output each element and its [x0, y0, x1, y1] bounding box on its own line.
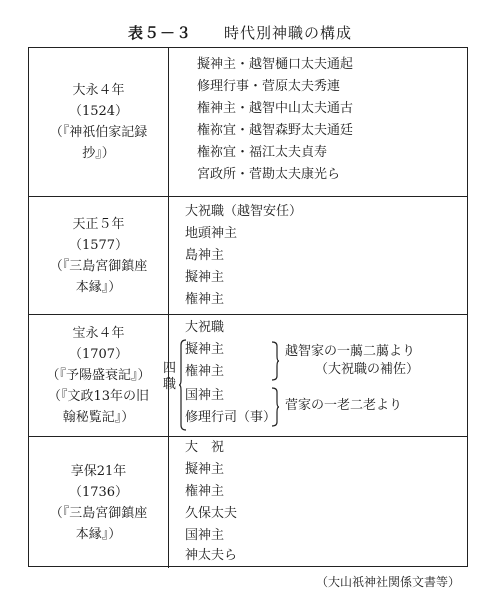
table-number: 表５－３: [127, 24, 192, 42]
era-label: 大永４年: [72, 83, 125, 98]
list-item: 大祝職（越智安任）: [185, 204, 303, 219]
priesthood-table: [28, 47, 468, 567]
era-source-line: （『三島宮御鎮座: [49, 505, 148, 521]
list-item: 神太夫ら: [185, 548, 238, 563]
era-cell: [29, 315, 169, 436]
list-item: 大 祝: [185, 440, 225, 455]
note-echi-family-sub: （大祝職の補佐）: [315, 362, 420, 377]
era-source-line: （『三島宮御鎮座: [49, 258, 148, 274]
note-suga-family: 菅家の一老二老より: [285, 398, 403, 413]
list-item: 島神主: [185, 248, 225, 263]
era-source-line: （『文政13年の旧: [47, 389, 150, 404]
list-item: 擬神主: [185, 270, 225, 285]
era-year: （1577）: [68, 237, 129, 253]
era-source-line: 本縁』）: [75, 526, 122, 542]
era-source-line: （『予陽盛衰記』）: [46, 368, 151, 383]
list-item: 権神主: [185, 364, 225, 379]
entries-cell: [169, 48, 467, 196]
list-item: 権神主・越智中山太夫通古: [197, 101, 354, 116]
entries-cell: [163, 315, 467, 436]
entries-cell: [169, 197, 467, 314]
era-label: 享保21年: [70, 463, 127, 479]
era-cell: [29, 48, 169, 196]
list-item: 宮政所・菅勘太夫康光ら: [197, 167, 341, 182]
list-item: 国神主: [185, 388, 225, 403]
list-item: 擬神主・越智樋口太夫通起: [197, 57, 354, 72]
note-echi-family: 越智家の一﨟二﨟より: [285, 344, 416, 359]
list-item: 久保太夫: [185, 506, 238, 521]
table-row: [29, 196, 467, 314]
list-item: 権祢宜・福江太夫貞寿: [197, 145, 328, 160]
list-item: 地頭神主: [185, 226, 238, 241]
list-item: 修理行司（事）: [185, 410, 277, 425]
era-year: （1736）: [68, 484, 129, 500]
era-source-line: 本縁』）: [75, 279, 122, 295]
list-item: 擬神主: [185, 462, 225, 477]
era-source-line: （『神祇伯家記録: [49, 125, 148, 140]
list-item: 修理行事・菅原太夫秀連: [197, 79, 341, 94]
list-item: 擬神主: [185, 342, 225, 357]
table-row: [29, 48, 467, 196]
list-item: 権祢宜・越智森野太夫通廷: [197, 123, 354, 138]
era-year: （1707）: [68, 347, 129, 362]
era-cell: [29, 197, 169, 314]
right-brace-lower: [271, 387, 279, 427]
list-item: 権神主: [185, 292, 225, 307]
era-source-line: 抄』）: [82, 146, 115, 161]
right-brace-upper: [271, 341, 279, 381]
era-label: 宝永４年: [72, 326, 125, 341]
list-item: 大祝職: [185, 320, 225, 335]
era-cell: [29, 437, 169, 568]
era-year: （1524）: [68, 104, 129, 119]
era-source-line: 翰秘覧記』）: [62, 410, 135, 425]
table-row: [29, 314, 467, 436]
list-item: 権神主: [185, 484, 225, 499]
entries-cell: [169, 437, 467, 568]
era-label: 天正５年: [72, 216, 125, 232]
list-item: 国神主: [185, 528, 225, 543]
four-offices-label: 四 職: [163, 361, 177, 392]
table-caption: 時代別神職の構成: [224, 24, 353, 42]
table-title: [0, 22, 480, 43]
source-credit: （大山祇神社関係文書等）: [315, 575, 460, 589]
table-row: [29, 436, 467, 568]
